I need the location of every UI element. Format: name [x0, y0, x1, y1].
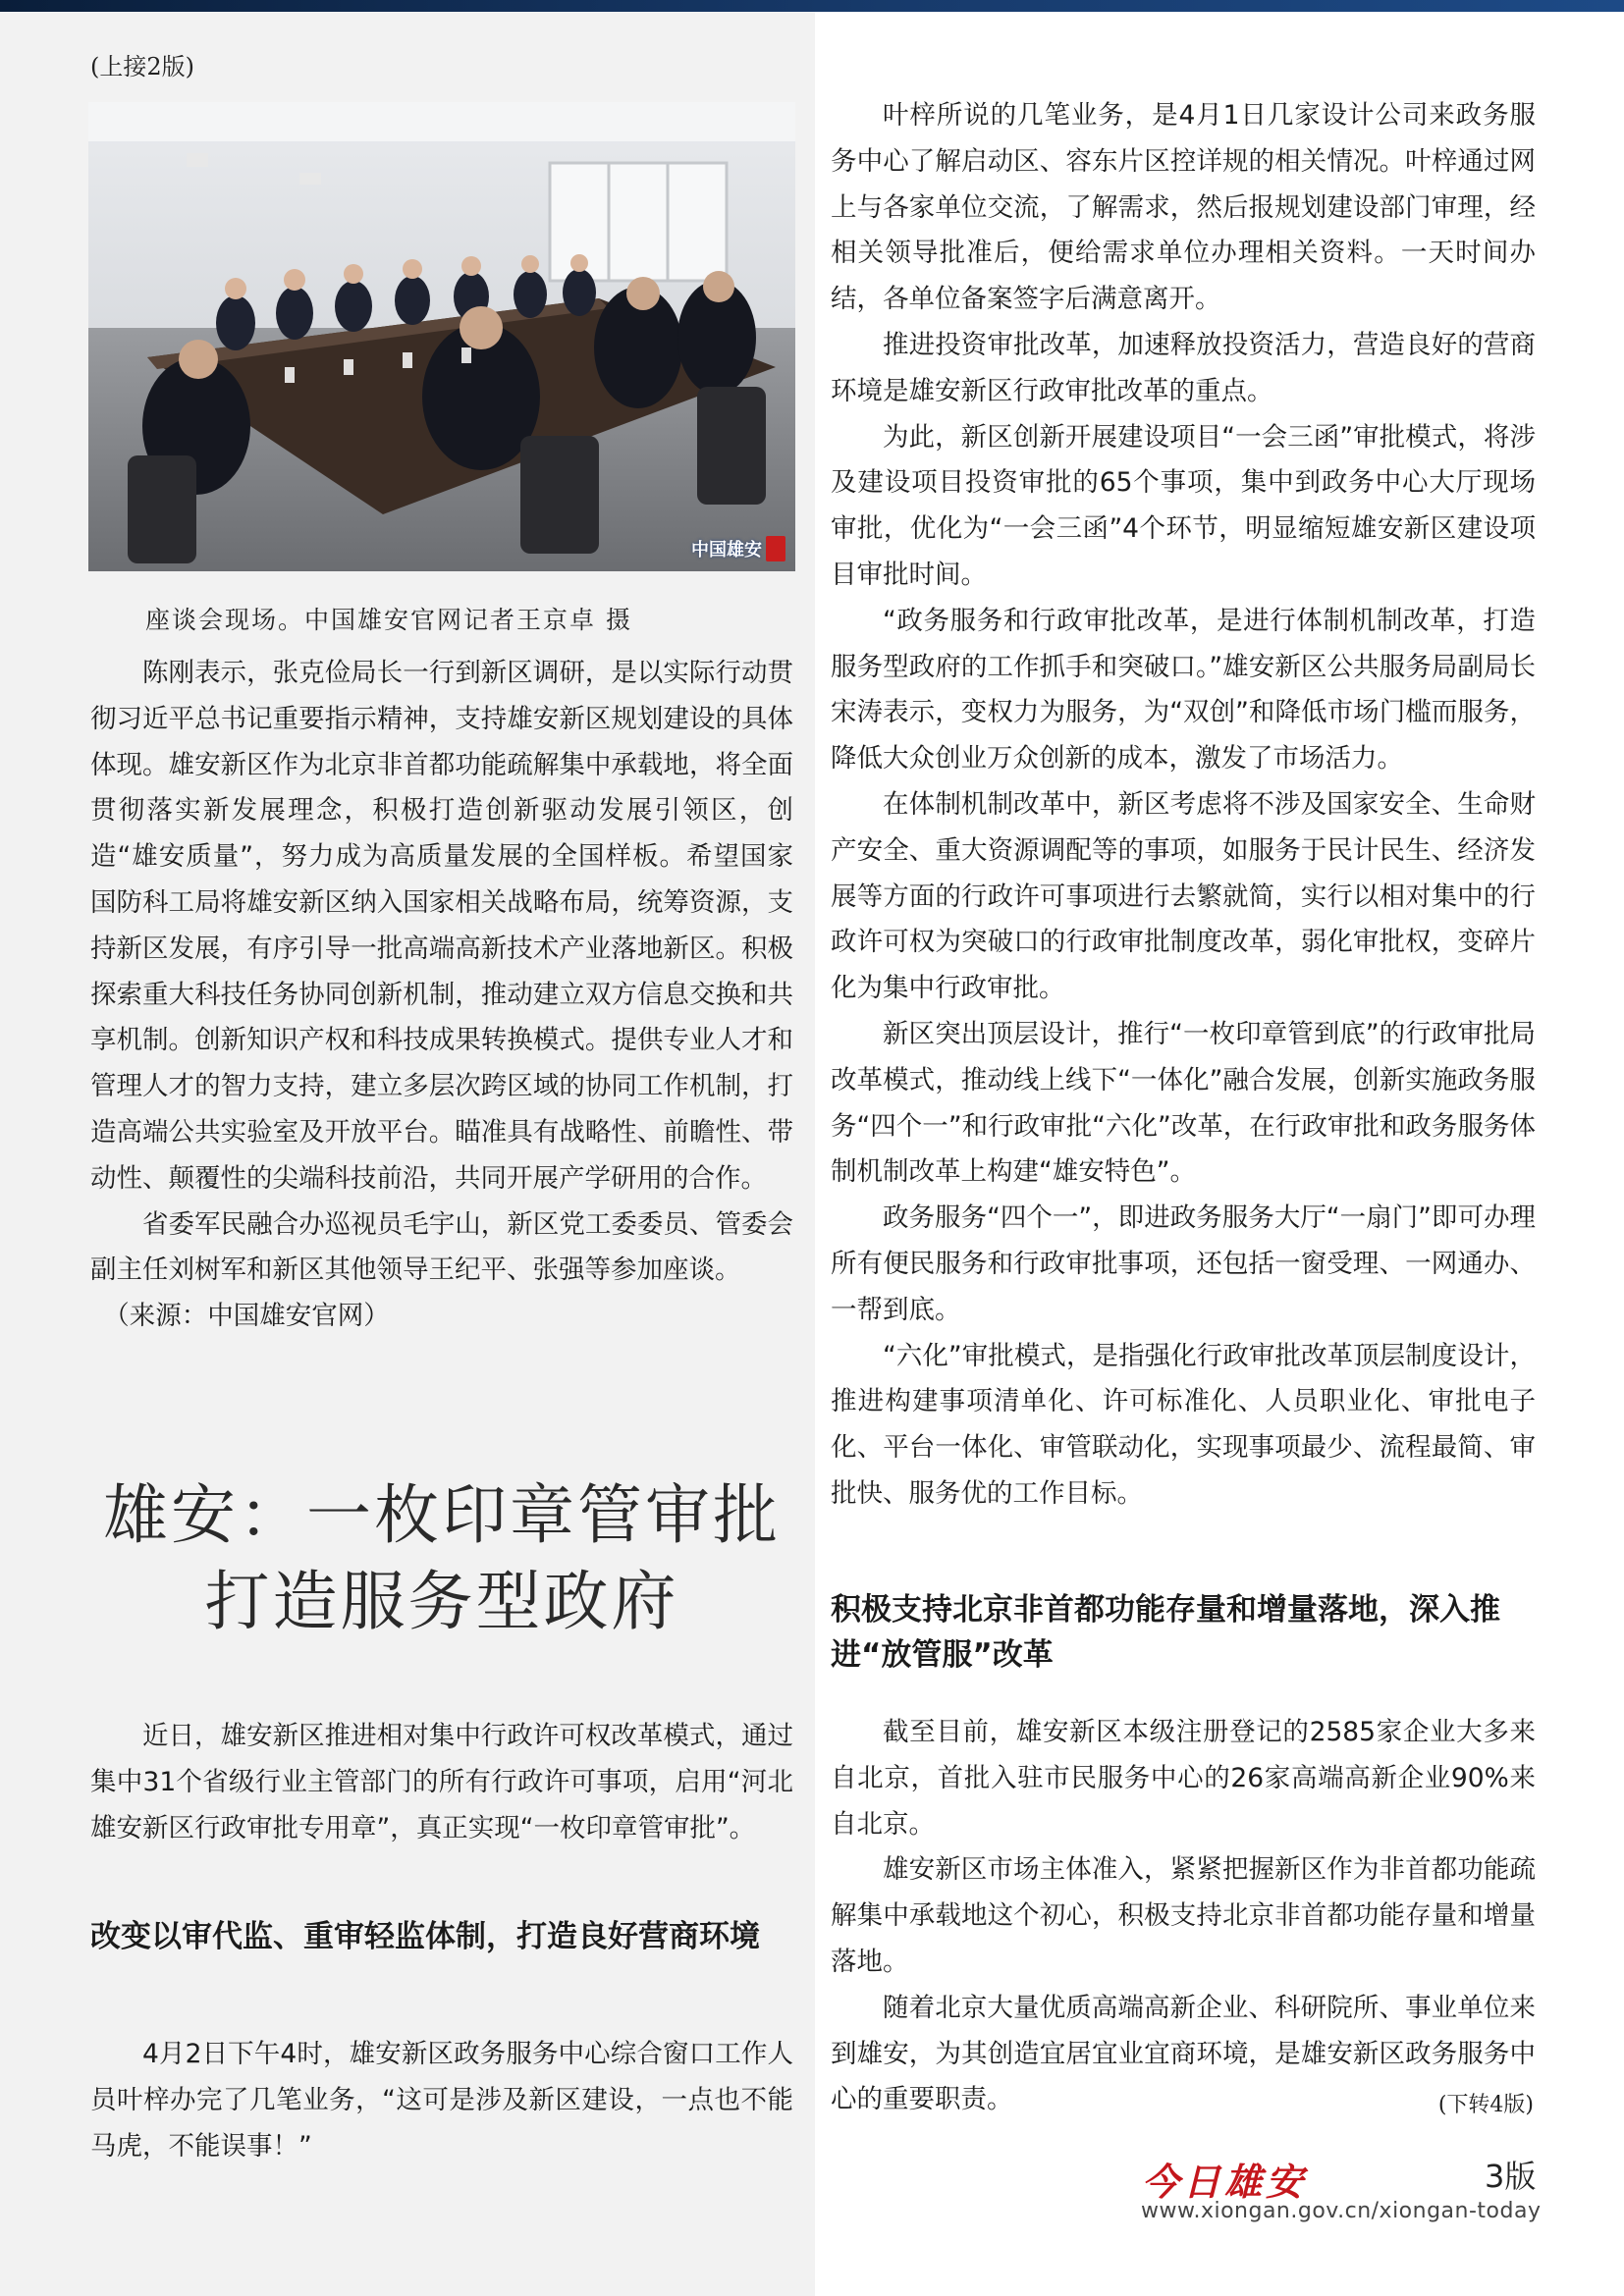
footer-page-number: 3版 [1485, 2158, 1537, 2195]
right-article-paragraph: 政务服务“四个一”，即进政务服务大厅“一扇门”即可办理所有便民服务和行政审批事项，还包括一窗受理、一网通办、一帮到底。 [831, 1202, 1536, 1325]
right-article-paragraph: “六化”审批模式，是指强化行政审批改革顶层制度设计，推进构建事项清单化、许可标准化、人员职业化、审批电子化、平台一体化、审管联动化，实现事项最少、流程最简、审批快、服务优的工作目标。 [831, 1340, 1536, 1509]
left-article-source: （来源：中国雄安官网） [103, 1301, 390, 1332]
section1-body [90, 2032, 793, 2169]
right-article-paragraph: 新区突出顶层设计，推行“一枚印章管到底”的行政审批局改革模式，推动线上线下“一体化”融合发展，创新实施政务服务“四个一”和行政审批“六化”改革，在行政审批和政务服务体制机制改革上构建“雄安特色”。 [831, 1018, 1536, 1188]
section2-paragraph: 随着北京大量优质高端高新企业、科研院所、事业单位来到雄安，为其创造宜居宜业宜商环境，是雄安新区政务服务中心的重要职责。 [831, 1992, 1536, 2115]
photo-caption: 座谈会现场。中国雄安官网记者王京卓 摄 [145, 606, 632, 634]
right-article-paragraph: “政务服务和行政审批改革，是进行体制机制改革，打造服务型政府的工作抓手和突破口。”雄安新区公共服务局副局长宋涛表示，变权力为服务，为“双创”和降低市场门槛而服务，降低大众创业万众创新的成本，激发了市场活力。 [831, 605, 1536, 774]
headline-line-1: 雄安：一枚印章管审批 [103, 1477, 781, 1553]
continued-to-note: (下转4版) [1437, 2093, 1534, 2117]
article-headline [88, 1472, 795, 1645]
right-article-paragraph: 推进投资审批改革，加速释放投资活力，营造良好的营商环境是雄安新区行政审批改革的重点。 [831, 329, 1536, 406]
section2-paragraph: 截至目前，雄安新区本级注册登记的2585家企业大多来自北京，首批入驻市民服务中心的26家高端高新企业90%来自北京。 [831, 1717, 1536, 1840]
continued-from-note: (上接2版) [90, 53, 194, 80]
photo-watermark [691, 536, 785, 561]
left-article-paragraph: 陈刚表示，张克俭局长一行到新区调研，是以实际行动贯彻习近平总书记重要指示精神，支持雄安新区规划建设的具体体现。雄安新区作为北京非首都功能疏解集中承载地，将全面贯彻落实新发展理念，积极打造创新驱动发展引领区，创造“雄安质量”，努力成为高质量发展的全国样板。希望国家国防科工局将雄安新区纳入国家相关战略布局，统筹资源，支持新区发展，有序引导一批高端高新技术产业落地新区。积极探索重大科技任务协同创新机制，推动建立双方信息交换和共享机制。创新知识产权和科技成果转换模式。提供专业人才和管理人才的智力支持，建立多层次跨区域的协同工作机制，打造高端公共实验室及开放平台。瞄准具有战略性、前瞻性、带动性、颠覆性的尖端科技前沿，共同开展产学研用的合作。 [90, 658, 793, 1194]
left-article-body [90, 651, 793, 1340]
section2-paragraph: 雄安新区市场主体准入，紧紧把握新区作为非首都功能疏解集中承载地这个初心，积极支持北京非首都功能存量和增量落地。 [831, 1854, 1536, 1977]
intro-paragraph-block [90, 1714, 793, 1851]
footer-url: www.xiongan.gov.cn/xiongan-today [1141, 2199, 1542, 2223]
top-bar [0, 0, 1624, 12]
meeting-photo-illustration [88, 102, 795, 571]
left-article-paragraph: 省委军民融合办巡视员毛宇山，新区党工委委员、管委会副主任刘树军和新区其他领导王纪平、张强等参加座谈。 [90, 1208, 793, 1286]
right-article-paragraph: 为此，新区创新开展建设项目“一会三函”审批模式，将涉及建设项目投资审批的65个事项，集中到政务中心大厅现场审批，优化为“一会三函”4个环节，明显缩短雄安新区建设项目审批时间。 [831, 421, 1536, 590]
intro-paragraph: 近日，雄安新区推进相对集中行政许可权改革模式，通过集中31个省级行业主管部门的所有行政许可事项，启用“河北雄安新区行政审批专用章”，真正实现“一枚印章管审批”。 [90, 1721, 793, 1843]
headline-line-2: 打造服务型政府 [204, 1564, 679, 1639]
section2-title: 积极支持北京非首都功能存量和增量落地，深入推进“放管服”改革 [831, 1592, 1500, 1673]
right-article-body [831, 93, 1536, 1518]
right-article-paragraph: 在体制机制改革中，新区考虑将不涉及国家安全、生命财产安全、重大资源调配等的事项，如服务于民计民生、经济发展等方面的行政许可事项进行去繁就简，实行以相对集中的行政许可权为突破口的行政审批制度改革，弱化审批权，变碎片化为集中行政审批。 [831, 788, 1536, 1004]
section2-body [831, 1710, 1536, 2123]
meeting-photo [88, 102, 795, 571]
footer-brand-logo: 今日雄安 [1142, 2160, 1308, 2204]
watermark-seal-icon [766, 536, 785, 561]
right-article-paragraph: 叶梓所说的几笔业务，是4月1日几家设计公司来政务服务中心了解启动区、容东片区控详规的相关情况。叶梓通过网上与各家单位交流，了解需求，然后报规划建设部门审理，经相关领导批准后，便给需求单位办理相关资料。一天时间办结，各单位备案签字后满意离开。 [831, 100, 1536, 315]
section1-paragraph: 4月2日下午4时，雄安新区政务服务中心综合窗口工作人员叶梓办完了几笔业务，“这可是涉及新区建设，一点也不能马虎，不能误事！” [90, 2039, 793, 2162]
watermark-text: 中国雄安 [691, 540, 762, 561]
section1-title: 改变以审代监、重审轻监体制，打造良好营商环境 [90, 1919, 760, 1954]
